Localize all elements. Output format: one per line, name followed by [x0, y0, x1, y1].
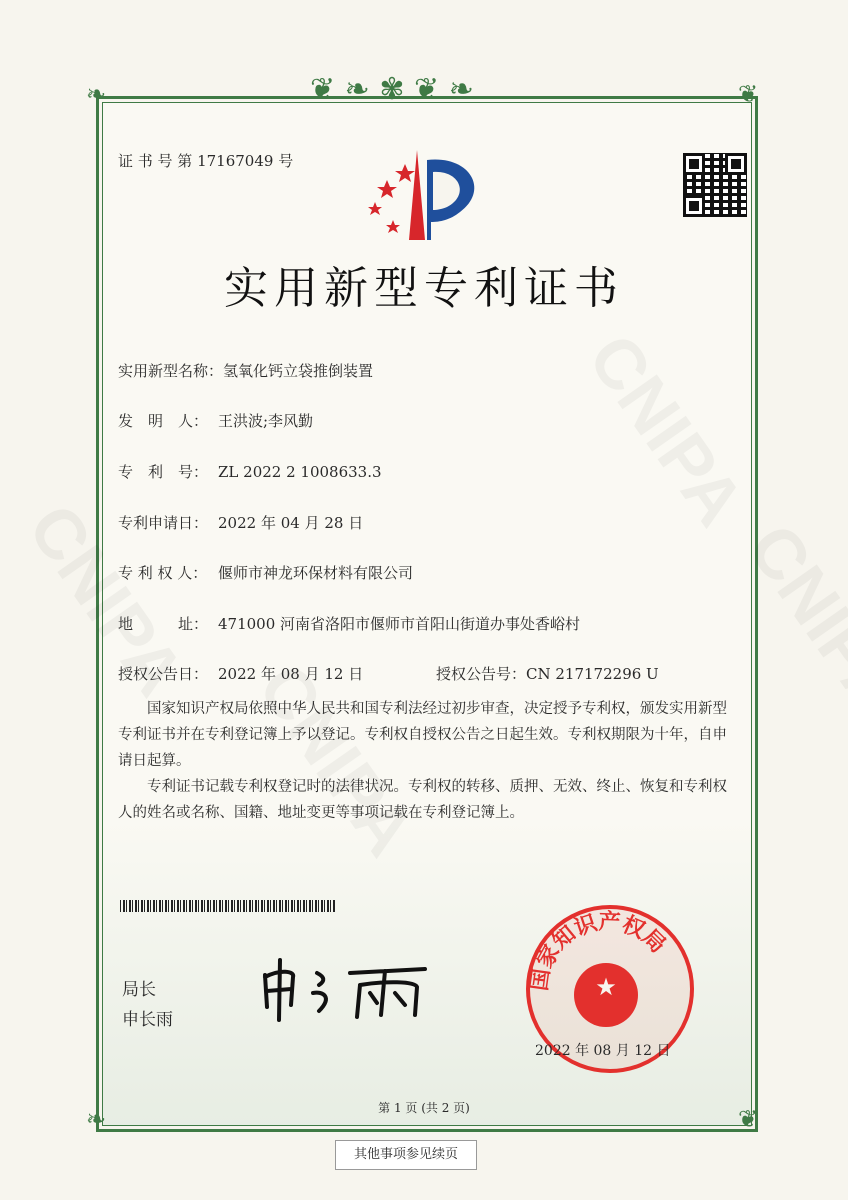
- body-paragraph: 专利证书记载专利权登记时的法律状况。专利权的转移、质押、无效、终止、恢复和专利权人的姓名或名称、国籍、地址变更等事项记载在专利登记簿上。: [118, 779, 727, 821]
- svg-text:国家知识产权局: 国家知识产权局: [526, 908, 671, 993]
- page-indicator: 第 1 页 (共 2 页): [378, 1101, 470, 1115]
- body-paragraph: 国家知识产权局依照中华人民共和国专利法经过初步审查，决定授予专利权，颁发实用新型专利证书并在专利登记簿上予以登记。专利权自授权公告之日起生效。专利权期限为十年，自申请日起算。: [118, 701, 727, 769]
- signatory-name: 申长雨: [122, 1010, 173, 1030]
- field-inventor: 发 明 人： 王洪波;李风勤: [118, 412, 314, 430]
- certificate-number: 证 书 号 第 17167049 号: [118, 152, 294, 170]
- barcode: [120, 900, 335, 912]
- field-announcement-number: 授权公告号：CN 217172296 U: [436, 665, 659, 683]
- field-application-date: 专利申请日： 2022 年 04 月 28 日: [118, 514, 364, 532]
- field-patentee: 专 利 权 人： 偃师市神龙环保材料有限公司: [118, 564, 414, 582]
- corner-ornament-icon: ❧: [86, 80, 107, 108]
- top-ornament-icon: ❦ ❧ ✾ ❦ ❧: [310, 72, 474, 107]
- certificate-body: [118, 696, 738, 826]
- field-utility-name: 实用新型名称：氢氧化钙立袋推倒装置: [118, 362, 374, 380]
- corner-ornament-icon: ❦: [738, 1105, 759, 1133]
- field-address: 地 址： 471000 河南省洛阳市偃师市首阳山街道办事处香峪村: [118, 615, 581, 633]
- corner-ornament-icon: ❧: [86, 1105, 107, 1133]
- continuation-note: 其他事项参见续页: [335, 1140, 477, 1170]
- corner-ornament-icon: ❦: [738, 80, 759, 108]
- field-patent-number: 专 利 号： ZL 2022 2 1008633.3: [118, 463, 382, 481]
- field-grant-date: 授权公告日： 2022 年 08 月 12 日: [118, 665, 364, 683]
- qr-code: [683, 153, 747, 217]
- seal-date: 2022 年 08 月 12 日: [535, 1043, 671, 1059]
- page-title: 实用新型专利证书: [224, 263, 624, 314]
- cnipa-logo-icon: [365, 150, 490, 245]
- signature: [255, 955, 435, 1025]
- signatory-title: 局长: [122, 980, 156, 1000]
- svg-text:★: ★: [595, 973, 617, 1001]
